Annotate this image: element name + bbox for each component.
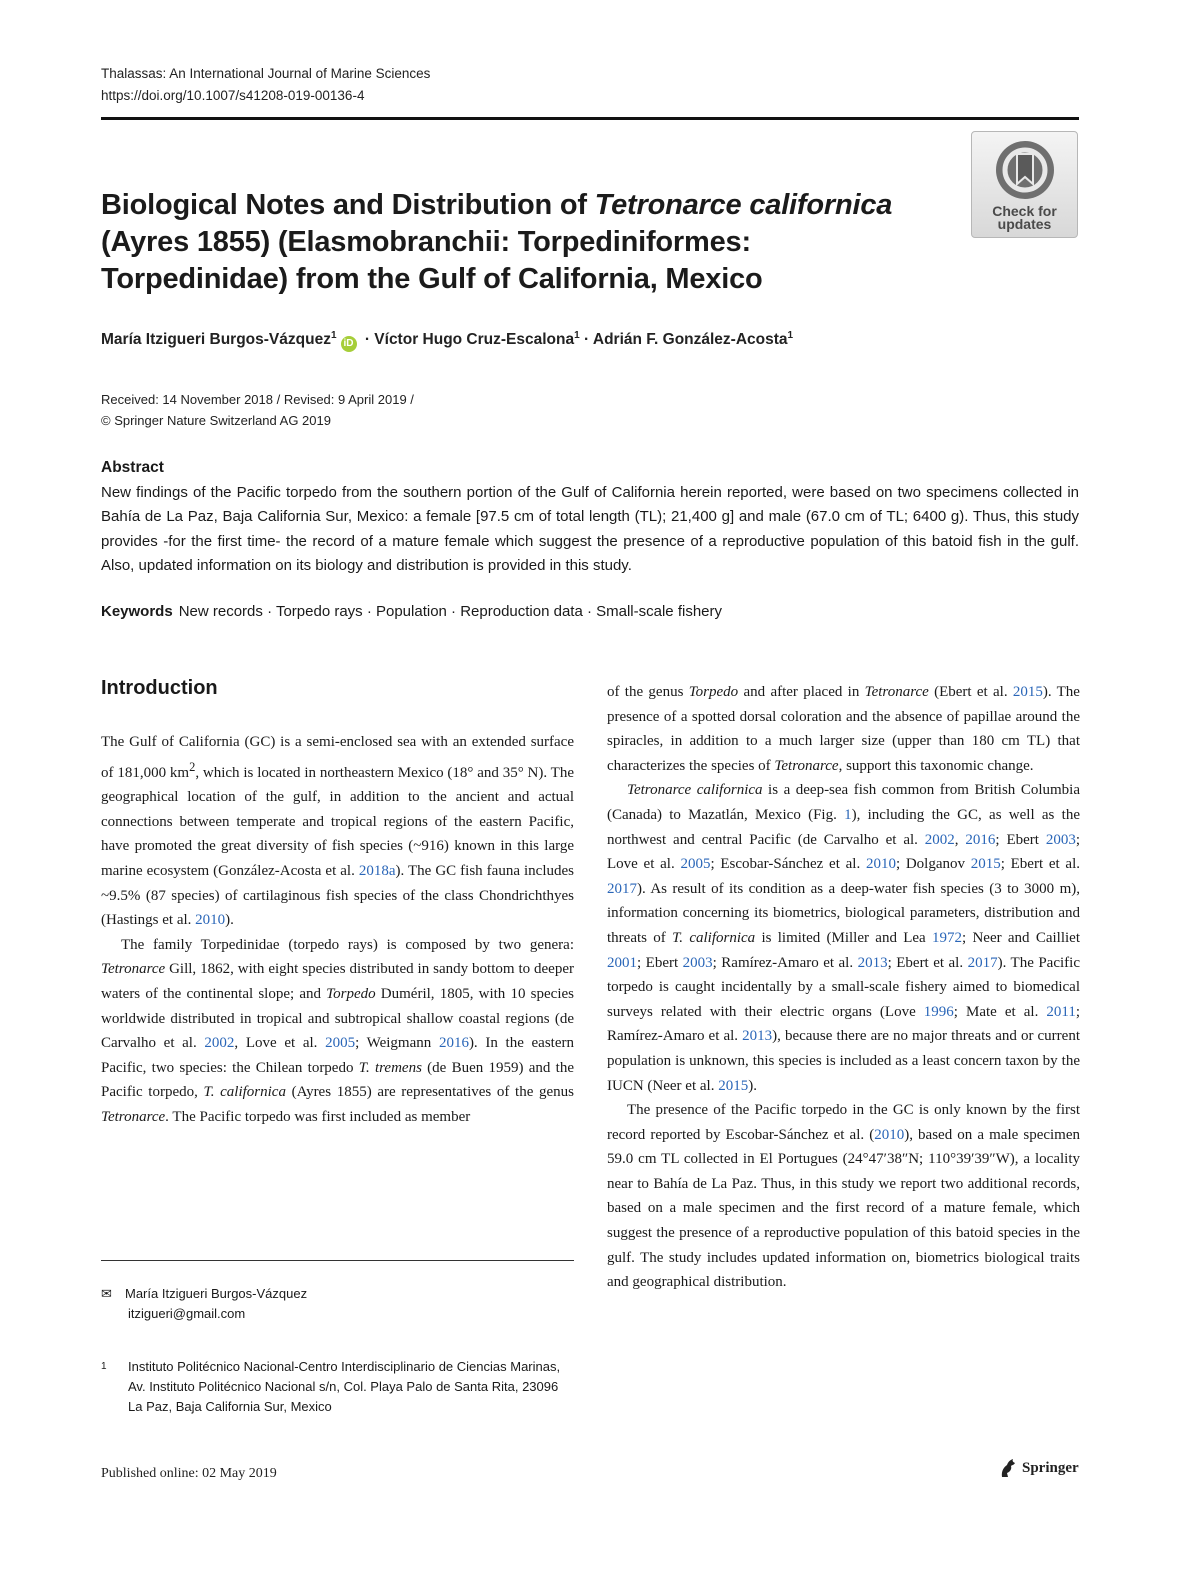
check-for-updates-badge[interactable] (971, 131, 1078, 238)
correspondence (101, 1284, 307, 1324)
citation-link[interactable]: 2002 (204, 1035, 235, 1052)
introduction-heading: Introduction (101, 677, 218, 699)
affiliation (101, 1357, 574, 1417)
keywords (101, 603, 722, 620)
citation-link[interactable]: 1996 (923, 1003, 954, 1020)
title-part-2: (Ayres 1855) (Elasmobranchii: Torpediniformes: Torpedinidae) from the Gulf of California, Mexico (101, 226, 763, 295)
correspondence-email[interactable]: itzigueri@gmail.com (128, 1306, 246, 1321)
doi-link[interactable]: https://doi.org/10.1007/s41208-019-00136-4 (101, 88, 365, 103)
citation-link[interactable]: 2015 (1012, 684, 1043, 700)
author-affiliation-mark: 1 (787, 330, 794, 341)
affiliation-number: 1 (101, 1361, 107, 1372)
copyright: © Springer Nature Switzerland AG 2019 (101, 413, 331, 428)
citation-link[interactable]: 2010 (195, 912, 226, 929)
crossmark-icon (990, 138, 1060, 206)
abstract-text: New findings of the Pacific torpedo from the southern portion of the Gulf of California herein reported, were based on two specimens collected in Bahía de La Paz, Baja California Sur, Mexico: a female [97.5 cm of total length (TL); 21,400 g] and male (67.0 cm of TL; 6400 g). Thus, this study provides -for the first time- the record of a mature female which suggest the presence of a reproductive population of this batoid fish in the gulf. Also, updated information on its biology and distribution is provided in this study. (101, 483, 1079, 574)
citation-link[interactable]: 1972 (932, 929, 962, 946)
body-column-right (607, 680, 1080, 1295)
citation-link[interactable]: 2003 (682, 954, 713, 971)
paragraph: Tetronarce californica is a deep-sea fish common from British Columbia (Canada) to Mazatlán, Mexico (Fig. 1), including the GC, as well as the northwest and central Pacific (de Carvalho et al. 2002, 2016; Ebert 2003; Love et al. 2005; Escobar-Sánchez et al. 2010; Dolganov 2015; Ebert et al. 2017). As result of its condition as a deep-water fish species (3 to 3000 m), information concerning its biometrics, biological parameters, distribution and threats of T. californica is limited (Miller and Lea 1972; Neer and Cailliet 2001; Ebert 2003; Ramírez-Amaro et al. 2013; Ebert et al. 2017). The Pacific torpedo is caught incidentally by a small-scale fishery aimed to biomedical surveys related with their electric organs (Love 1996; Mate et al. 2011; Ramírez-Amaro et al. 2013), because there are no major threats and or current population is unknown, this species is included as a least concern taxon by the IUCN (Neer et al. 2015). (607, 782, 1081, 1094)
citation-link[interactable]: 2013 (742, 1028, 773, 1045)
author-affiliation-mark: 1 (574, 330, 580, 341)
article-title (101, 187, 921, 298)
journal-name: Thalassas: An International Journal of Marine Sciences (101, 66, 431, 81)
citation-link[interactable]: 2017 (607, 880, 637, 897)
keywords-text: New records · Torpedo rays · Population · Reproduction data · Small-scale fishery (178, 603, 722, 620)
citation-link[interactable]: 2015 (718, 1077, 749, 1094)
orcid-icon[interactable]: iD (341, 336, 357, 352)
author-name[interactable]: Adrián F. González-Acosta (592, 331, 788, 349)
journal-header (101, 63, 430, 107)
paragraph: of the genus Torpedo and after placed in Tetronarce (Ebert et al. 2015). The presence of a spotted dorsal coloration and the absence of papillae around the spiracles, in addition to a much larger size (upper than 180 cm TL) that characterizes the species of Tetronarce, support this taxonomic change. (607, 684, 1080, 774)
title-species: Tetronarce californica (594, 189, 893, 221)
title-part-1: Biological Notes and Distribution of (101, 189, 595, 221)
received-revised: Received: 14 November 2018 / Revised: 9 April 2019 / (101, 392, 414, 407)
citation-link[interactable]: 2001 (607, 954, 637, 971)
citation-link[interactable]: 2005 (325, 1035, 356, 1052)
citation-link[interactable]: 2016 (965, 831, 996, 848)
abstract (101, 456, 1079, 579)
citation-link[interactable]: 2003 (1045, 831, 1076, 848)
paragraph: The presence of the Pacific torpedo in the GC is only known by the first record reported by Escobar-Sánchez et al. (2010), based on a male specimen 59.0 cm TL collected in El Portugues (24°47′38″N; 110°39′39″W), a locality near to Bahía de La Paz. Thus, in this study we report two additional records, based on a male specimen and the first record of a mature female, which suggest the presence of a reproductive population of this batoid species in the gulf. The study includes updated information on, biometrics biological traits and geographical distribution. (607, 1102, 1081, 1291)
envelope-icon: ✉ (101, 1286, 112, 1301)
citation-link[interactable]: 2017 (967, 954, 998, 971)
citation-link[interactable]: 2010 (865, 856, 896, 873)
citation-link[interactable]: 2005 (680, 856, 711, 873)
citation-link[interactable]: 2015 (970, 856, 1001, 873)
citation-link[interactable]: 2011 (1046, 1003, 1076, 1020)
citation-link[interactable]: 2013 (857, 954, 888, 971)
article-dates (101, 389, 414, 431)
author-affiliation-mark: 1 (330, 330, 337, 341)
header-rule (101, 117, 1079, 120)
published-online: Published online: 02 May 2019 (101, 1466, 277, 1481)
keywords-heading: Keywords (101, 603, 173, 620)
citation-link[interactable]: 2002 (924, 831, 955, 848)
affiliation-text: Instituto Politécnico Nacional-Centro Interdisciplinario de Ciencias Marinas, Av. Instituto Politécnico Nacional s/n, Col. Playa Palo de Santa Rita, 23096 La Paz, Baja California Sur, Mexico (128, 1359, 561, 1414)
footnote-rule (101, 1260, 574, 1261)
publisher-name: Springer (1022, 1459, 1079, 1476)
paragraph: The Gulf of California (GC) is a semi-enclosed sea with an extended surface of 181,000 $km^2$, which is located in northeastern Mexico (18° and 35° N). The geographical location of the gulf, in addition to the ancient and actual connections between temperate and tropical regions of the eastern Pacific, have promoted the great diversity of fish species (~916) known in this large marine ecosystem (González-Acosta et al. 2018a). The GC fish fauna includes ~9.5% (87 species) of cartilaginous fish species of the class Chondrichthyes (Hastings et al. 2010). (101, 734, 574, 929)
citation-link[interactable]: 2018a (358, 862, 396, 879)
author-name[interactable]: María Itzigueri Burgos-Vázquez (101, 331, 331, 349)
paragraph: The family Torpedinidae (torpedo rays) is composed by two genera: Tetronarce Gill, 1862, with eight species distributed in sandy bottom to deeper waters of the continental slope; and Torpedo Duméril, 1805, with 10 species worldwide distributed in tropical and subtropical shallow coastal regions (de Carvalho et al. 2002, Love et al. 2005; Weigmann 2016). In the eastern Pacific, two species: the Chilean torpedo T. tremens (de Buen 1959) and the Pacific torpedo, T. californica (Ayres 1855) are representatives of the genus Tetronarce. The Pacific torpedo was first included as member (101, 936, 574, 1125)
author-list (101, 330, 793, 352)
citation-link[interactable]: 2010 (874, 1126, 905, 1143)
figure-link[interactable]: 1 (844, 806, 852, 823)
author-separator: · (579, 331, 593, 349)
citation-link[interactable]: 2016 (438, 1035, 469, 1052)
author-name[interactable]: Víctor Hugo Cruz-Escalona (374, 331, 575, 349)
abstract-heading: Abstract (101, 459, 164, 476)
correspondence-name: María Itzigueri Burgos-Vázquez (125, 1286, 308, 1301)
springer-horse-icon (998, 1457, 1018, 1479)
body-column-left (101, 730, 574, 1130)
badge-line-1: Check for (992, 203, 1057, 219)
publisher-logo (998, 1457, 1079, 1479)
author-separator: · (360, 331, 375, 349)
badge-line-2: updates (997, 216, 1052, 232)
